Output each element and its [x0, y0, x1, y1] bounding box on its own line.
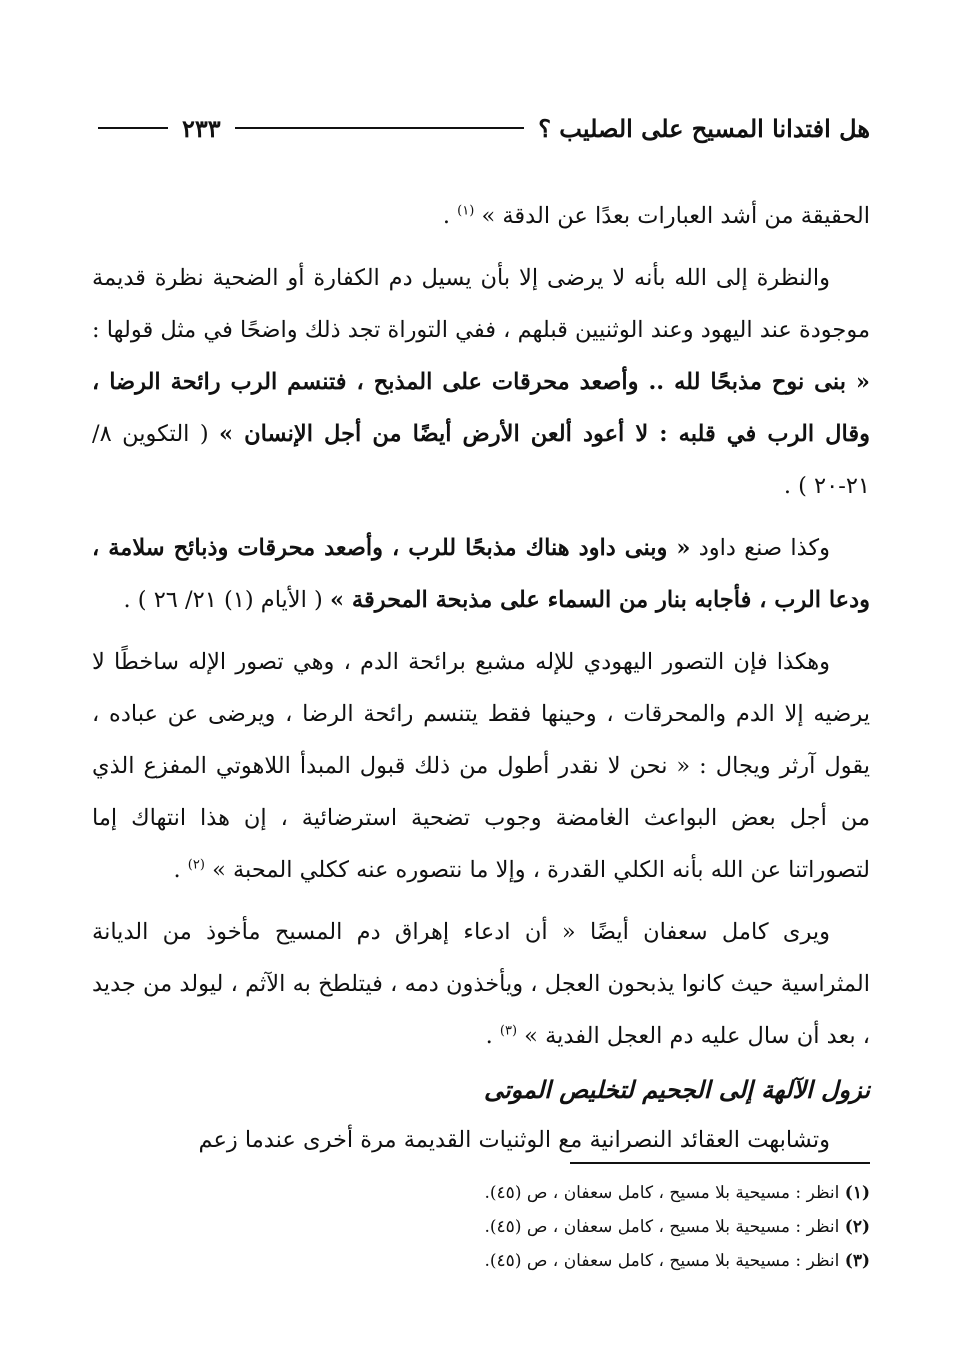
paragraph-3-ref: ( الأيام (١) ٢١/ ٢٦ ) . — [123, 587, 330, 613]
header-title: هل افتدانا المسيح على الصليب ؟ — [538, 113, 870, 143]
paragraph-2-text: والنظرة إلى الله بأنه لا يرضى إلا بأن يسيل دم الكفارة أو الضحية نظرة قديمة موجودة عند اليهود وعند الوثنيين قبلهم ، ففي التوراة تجد ذلك واضحًا في مثل قولها : — [92, 265, 870, 343]
header-rule-end — [98, 127, 168, 129]
footnote-separator — [570, 1162, 870, 1164]
paragraph-1-text: الحقيقة من أشد العبارات بعدًا عن الدقة » — [474, 203, 870, 229]
body-text — [92, 190, 870, 1176]
paragraph-4 — [92, 636, 870, 896]
paragraph-1-tail: . — [442, 203, 458, 229]
paragraph-2-ref: ( التكوين ٨/ ٢١-٢٠ ) . — [92, 421, 870, 499]
paragraph-6-text: وتشابهت العقائد النصرانية مع الوثنيات القديمة مرة أخرى عندما زعم — [198, 1127, 830, 1153]
paragraph-4-text: وهكذا فإن التصور اليهودي للإله مشبع برائحة الدم ، وهي تصور الإله ساخطًا لا يرضيه إلا الدم والمحرقات ، وحينها فقط يتنسم رائحة الرضا ، ويرضى عن عباده ، يقول آرثر ويجال : « نحن لا نقدر أطول من ذلك قبول المبدأ اللاهوتي المفزع الذي من أجل بعض البواعث الغامضة وجوب تضحية استرضائية ، إن هذا انتهاك إما لتصوراتنا عن الله بأنه الكلي القدرة ، وإلا ما نتصوره عنه ككلي المحبة » — [92, 649, 870, 883]
running-header — [92, 108, 870, 148]
header-rule — [235, 127, 525, 129]
footnotes — [92, 1176, 870, 1278]
paragraph-5 — [92, 906, 870, 1062]
footnote-2-number: (٢) — [844, 1217, 870, 1237]
paragraph-3 — [92, 522, 870, 626]
footnote-1 — [92, 1176, 870, 1210]
paragraph-5-text: ويرى كامل سعفان أيضًا « أن ادعاء إهراق دم المسيح مأخوذ من الديانة المثراسية حيث كانوا يذبحون العجل ، ويأخذون دمه ، فيتلطخ به الآثم ، ليولد من جديد ، بعد أن سال عليه دم العجل الفدية » — [92, 919, 870, 1049]
footnote-3-text: انظر : مسيحية بلا مسيح ، كامل سعفان ، ص (٤٥). — [484, 1251, 845, 1271]
footnote-ref-1: (١) — [457, 203, 475, 219]
footnote-2 — [92, 1210, 870, 1244]
footnote-3-number: (٣) — [844, 1251, 870, 1271]
paragraph-2-quote: « بنى نوح مذبحًا لله .. وأصعد محرقات على المذبح ، فتنسم الرب رائحة الرضا ، وقال الرب في قلبه : لا أعود ألعن الأرض أيضًا من أجل الإنسان » — [92, 369, 870, 447]
footnote-1-text: انظر : مسيحية بلا مسيح ، كامل سعفان ، ص (٤٥). — [484, 1183, 845, 1203]
footnote-1-number: (١) — [844, 1183, 870, 1203]
footnote-3 — [92, 1244, 870, 1278]
footnote-ref-3: (٣) — [499, 1023, 518, 1039]
paragraph-4-tail: . — [173, 857, 188, 883]
section-subheading: نزول الآلهة إلى الجحيم لتخليص الموتى — [483, 1075, 870, 1104]
paragraph-3-text: وكذا صنع داود — [690, 535, 830, 561]
paragraph-1 — [92, 190, 870, 242]
paragraph-5-tail: . — [485, 1023, 500, 1049]
paragraph-2 — [92, 252, 870, 512]
paragraph-3-quote: « وبنى داود هناك مذبحًا للرب ، وأصعد محرقات وذبائح سلامة ، ودعا الرب ، فأجابه بنار من السماء على مذبحة المحرقة » — [92, 535, 870, 613]
footnote-ref-2: (٢) — [187, 857, 205, 873]
footnote-2-text: انظر : مسيحية بلا مسيح ، كامل سعفان ، ص (٤٥). — [484, 1217, 845, 1237]
page-number: ٢٣٣ — [182, 113, 221, 143]
paragraph-6 — [92, 1114, 870, 1166]
